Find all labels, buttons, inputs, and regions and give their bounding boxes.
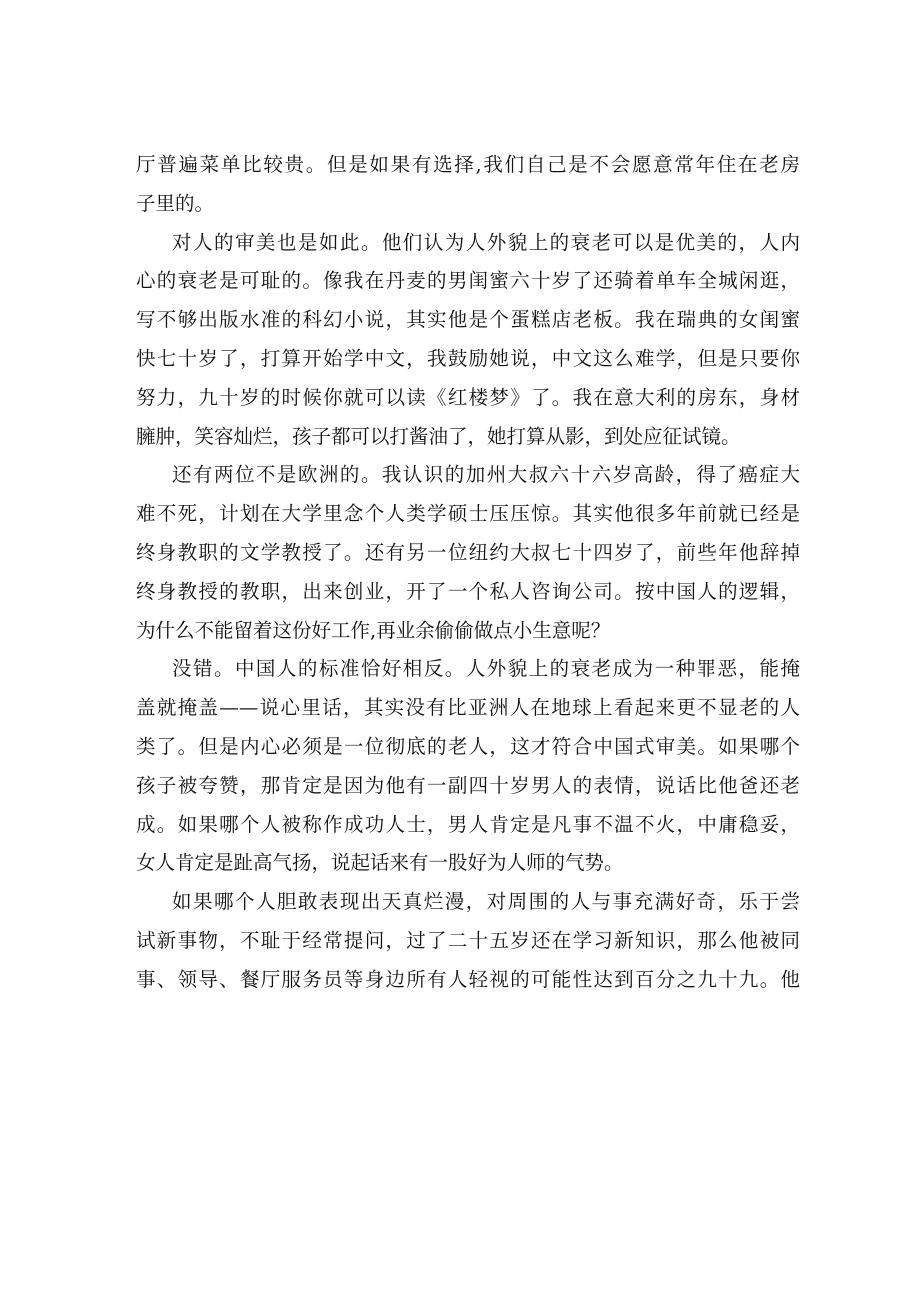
text-line: 难不死，计划在大学里念个人类学硕士压压惊。其实他很多年前就已经是 — [136, 502, 800, 526]
text-line: 女人肯定是趾高气扬，说起话来有一股好为人师的气势。 — [136, 851, 624, 875]
paragraph-2 — [136, 224, 800, 457]
text-line: 试新事物，不耻于经常提问，过了二十五岁还在学习新知识，那么他被同 — [136, 928, 800, 952]
text-line: 写不够出版水准的科幻小说，其实他是个蛋糕店老板。我在瑞典的女闺蜜 — [136, 308, 800, 332]
text-line: 如果哪个人胆敢表现出天真烂漫，对周围的人与事充满好奇，乐于尝 — [172, 890, 800, 914]
text-line: 对人的审美也是如此。他们认为人外貌上的衰老可以是优美的，人内 — [172, 230, 800, 254]
text-line: 子里的。 — [136, 191, 215, 215]
text-line: 事、领导、餐厅服务员等身边所有人轻视的可能性达到百分之九十九。他 — [136, 967, 800, 991]
paragraph-1 — [136, 146, 800, 224]
text-line: 成。如果哪个人被称作成功人士，男人肯定是凡事不温不火，中庸稳妥， — [136, 812, 800, 836]
paragraph-5 — [136, 883, 800, 999]
text-line: 厅普遍菜单比较贵。但是如果有选择,我们自己是不会愿意常年住在老房 — [136, 153, 800, 176]
body-text — [136, 146, 800, 1000]
text-line: 努力，九十岁的时候你就可以读《红楼梦》了。我在意大利的房东，身材 — [136, 385, 800, 409]
text-line: 为什么不能留着这份好工作,再业余偷偷做点小生意呢？ — [136, 618, 611, 642]
text-line: 孩子被夸赞，那肯定是因为他有一副四十岁男人的表情，说话比他爸还老 — [136, 773, 800, 797]
text-line: 类了。但是内心必须是一位彻底的老人，这才符合中国式审美。如果哪个 — [136, 734, 800, 758]
text-line: 臃肿，笑容灿烂，孩子都可以打酱油了，她打算从影，到处应征试镜。 — [136, 424, 741, 448]
text-line: 快七十岁了，打算开始学中文，我鼓励她说，中文这么难学，但是只要你 — [136, 346, 800, 370]
paragraph-4 — [136, 650, 800, 883]
paragraph-3 — [136, 456, 800, 650]
text-line: 还有两位不是欧洲的。我认识的加州大叔六十六岁高龄，得了癌症大 — [172, 463, 800, 487]
text-line: 终身教授的教职，出来创业，开了一个私人咨询公司。按中国人的逻辑， — [136, 579, 800, 603]
text-line: 没错。中国人的标准恰好相反。人外貌上的衰老成为一种罪恶，能掩 — [172, 657, 800, 681]
text-line: 心的衰老是可耻的。像我在丹麦的男闺蜜六十岁了还骑着单车全城闲逛， — [136, 269, 800, 293]
text-line: 盖就掩盖——说心里话，其实没有比亚洲人在地球上看起来更不显老的人 — [136, 696, 800, 720]
text-line: 终身教职的文学教授了。还有另一位纽约大叔七十四岁了，前些年他辞掉 — [136, 540, 800, 564]
